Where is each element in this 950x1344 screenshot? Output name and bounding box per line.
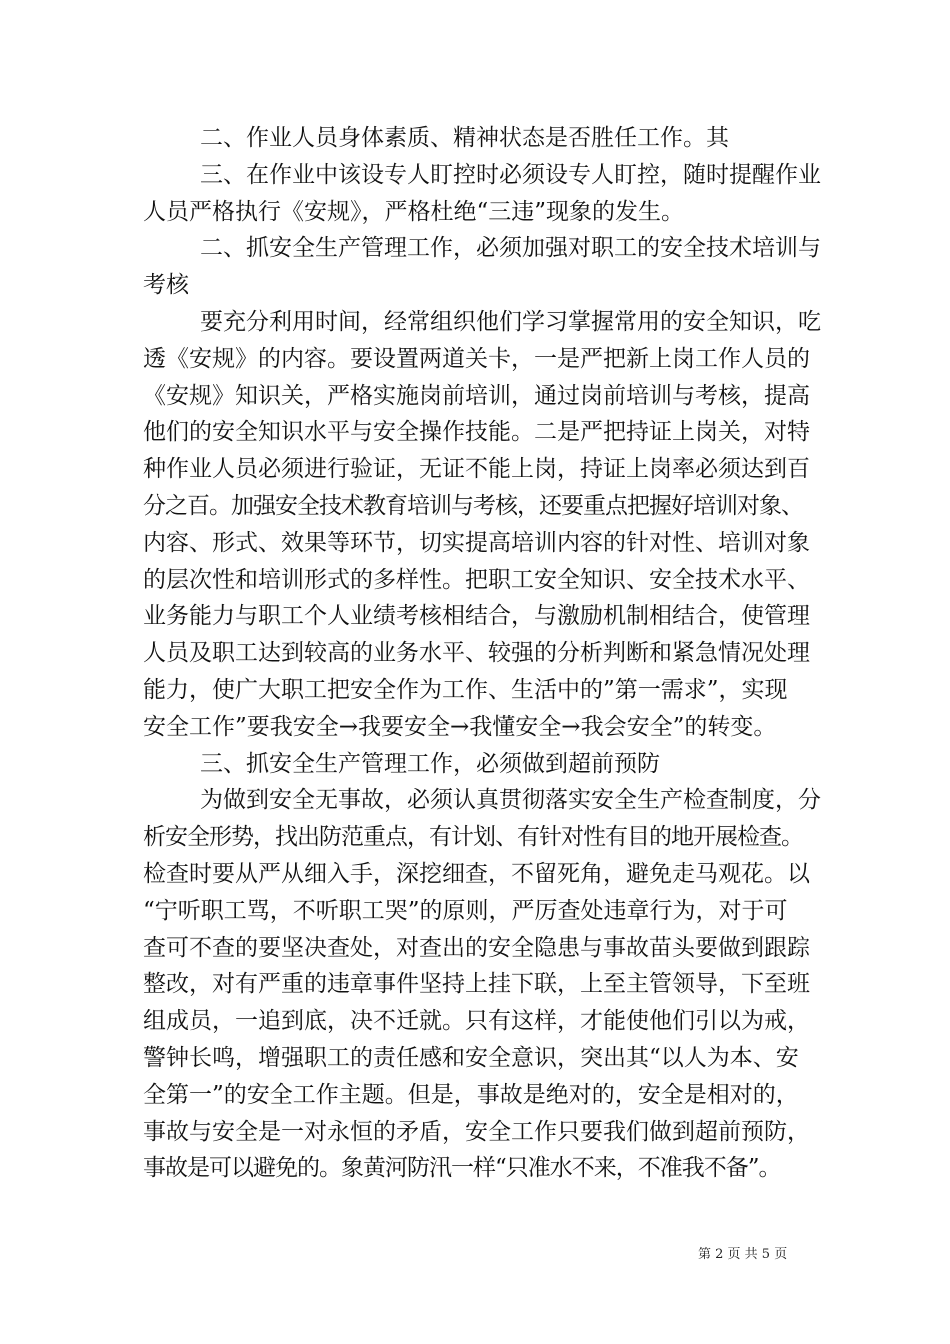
text-line: 事故与安全是一对永恒的矛盾，安全工作只要我们做到超前预防， [143,1118,810,1145]
section-heading: 三、抓安全生产管理工作，必须做到超前预防 [200,750,660,777]
text-line: 三、在作业中该设专人盯控时必须设专人盯控，随时提醒作业 [200,161,821,188]
text-line: 组成员，一追到底，决不迁就。只有这样，才能使他们引以为戒， [143,1008,810,1035]
text-line: 《安规》知识关，严格实施岗前培训，通过岗前培训与考核，提高 [143,382,810,409]
text-line: 人员及职工达到较高的业务水平、较强的分析判断和紧急情况处理 [143,640,810,667]
text-line: “宁听职工骂，不听职工哭”的原则，严厉查处违章行为，对于可 [143,897,788,924]
text-line: 他们的安全知识水平与安全操作技能。二是严把持证上岗关，对特 [143,419,810,446]
text-line: 检查时要从严从细入手，深挖细查，不留死角，避免走马观花。以 [143,860,810,887]
text-line: 分之百。加强安全技术教育培训与考核，还要重点把握好培训对象、 [143,492,803,519]
text-line: 要充分利用时间，经常组织他们学习掌握常用的安全知识，吃 [200,308,821,335]
text-line: 二、作业人员身体素质、精神状态是否胜任工作。其 [200,125,729,151]
text-line: 种作业人员必须进行验证，无证不能上岗，持证上岗率必须达到百 [143,456,810,483]
text-line: 的层次性和培训形式的多样性。把职工安全知识、安全技术水平、 [143,566,810,593]
text-line: 析安全形势，找出防范重点，有计划、有针对性有目的地开展检查。 [143,824,803,851]
text-line: 整改，对有严重的违章事件坚持上挂下联，上至主管领导，下至班 [143,971,810,998]
text-line: 事故是可以避免的。象黄河防汛一样“只准水不来，不准我不备”。 [143,1155,781,1182]
section-heading-continued: 考核 [143,272,189,299]
text-line: 人员严格执行《安规》，严格杜绝“三违”现象的发生。 [143,198,685,225]
section-heading: 二、抓安全生产管理工作，必须加强对职工的安全技术培训与 [200,235,821,262]
text-line: 警钟长鸣，增强职工的责任感和安全意识，突出其“以人为本、安 [143,1044,799,1071]
text-line: 全第一”的安全工作主题。但是，事故是绝对的，安全是相对的， [143,1081,799,1108]
text-line: 业务能力与职工个人业绩考核相结合，与激励机制相结合，使管理 [143,603,810,630]
text-line: 查可不查的要坚决查处，对查出的安全隐患与事故苗头要做到跟踪 [143,934,810,961]
text-line: 透《安规》的内容。要设置两道关卡，一是严把新上岗工作人员的 [143,345,810,372]
text-line: 安全工作”要我安全→我要安全→我懂安全→我会安全”的转变。 [143,713,777,740]
document-body [143,120,823,1187]
page-number: 第 2 页 共 5 页 [698,1247,788,1262]
text-line: 能力，使广大职工把安全作为工作、生活中的”第一需求”，实现 [143,676,788,703]
text-line: 为做到安全无事故，必须认真贯彻落实安全生产检查制度，分 [200,787,821,814]
text-line: 内容、形式、效果等环节，切实提高培训内容的针对性、培训对象 [143,529,810,556]
